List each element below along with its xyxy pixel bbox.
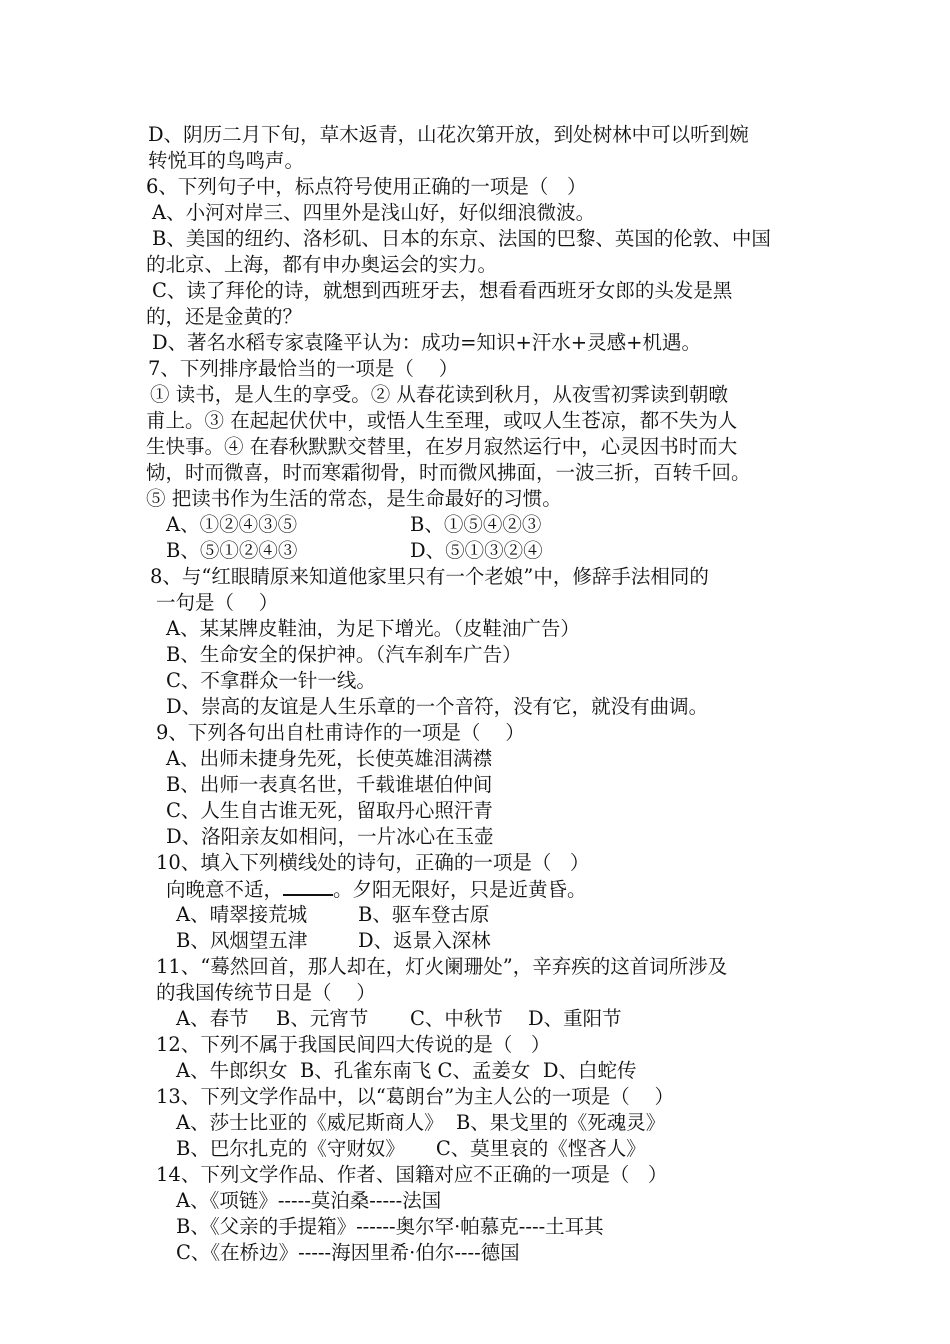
q7-passage-line1: ① 读书，是人生的享受。② 从春花读到秋月，从夜雪初霁读到朝暾 (150, 383, 728, 406)
q6-option-d: D、著名水稻专家袁隆平认为：成功=知识+汗水+灵感+机遇。 (152, 331, 701, 354)
q14-stem: 14、下列文学作品、作者、国籍对应不正确的一项是（ ） (156, 1163, 668, 1186)
q6-option-c-line1: C、读了拜伦的诗，就想到西班牙去，想看看西班牙女郎的头发是黑 (152, 279, 733, 302)
q7-passage-line5: ⑤ 把读书作为生活的常态，是生命最好的习惯。 (146, 487, 562, 510)
q10-poem-part2: 。夕阳无限好，只是近黄昏。 (333, 878, 587, 901)
q12-stem: 12、下列不属于我国民间四大传说的是（ ） (156, 1033, 551, 1056)
q6-option-b-line1: B、美国的纽约、洛杉矶、日本的东京、法国的巴黎、英国的伦敦、中国 (152, 227, 771, 250)
q10-option-c: B、风烟望五津 (176, 929, 308, 952)
q8-option-a: A、某某牌皮鞋油，为足下增光。（皮鞋油广告） (166, 617, 580, 640)
q9-stem: 9、下列各句出自杜甫诗作的一项是（ ） (156, 721, 525, 744)
q11-option-d: D、重阳节 (528, 1007, 622, 1030)
q10-poem-line (166, 876, 587, 903)
q10-option-a: A、晴翠接荒城 (176, 903, 308, 926)
q11-stem-line2: 的我国传统节日是（ ） (156, 981, 376, 1004)
q8-option-b: B、生命安全的保护神。（汽车刹车广告） (166, 643, 522, 666)
q5-option-d-line2: 转悦耳的鸟鸣声。 (148, 149, 305, 172)
q6-option-a: A、小河对岸三、四里外是浅山好，好似细浪微波。 (152, 201, 596, 224)
q9-option-d: D、洛阳亲友如相问，一片冰心在玉壶 (166, 825, 494, 848)
q14-option-b: B、《父亲的手提箱》------奥尔罕·帕慕克----土耳其 (176, 1215, 604, 1238)
q10-option-b: B、驱车登古原 (358, 903, 490, 926)
q13-options-row1: A、莎士比亚的《威尼斯商人》 B、果戈里的《死魂灵》 (176, 1111, 666, 1134)
q7-passage-line4: 恸，时而微喜，时而寒霜彻骨，时而微风拂面，一波三折，百转千回。 (146, 461, 751, 484)
q8-option-d: D、崇高的友谊是人生乐章的一个音符，没有它，就没有曲调。 (166, 695, 709, 718)
q8-stem-line1: 8、与“红眼睛原来知道他家里只有一个老娘”中，修辞手法相同的 (150, 565, 709, 588)
q8-option-c: C、不拿群众一针一线。 (166, 669, 376, 692)
q11-option-c: C、中秋节 (410, 1007, 503, 1030)
q14-option-a: A、《项链》-----莫泊桑-----法国 (176, 1189, 442, 1212)
q7-option-a: A、①②④③⑤ (166, 513, 298, 536)
q7-option-c: B、⑤①②④③ (166, 539, 298, 562)
q6-option-b-line2: 的北京、上海，都有申办奥运会的实力。 (146, 253, 498, 276)
q11-option-b: B、元宵节 (276, 1007, 369, 1030)
q5-option-d-line1: D、阴历二月下旬，草木返青，山花次第开放，到处树林中可以听到婉 (148, 123, 749, 146)
q7-passage-line2: 甫上。③ 在起起伏伏中，或悟人生至理，或叹人生苍凉，都不失为人 (146, 409, 738, 432)
q9-option-a: A、出师未捷身先死，长使英雄泪满襟 (166, 747, 493, 770)
q12-options: A、牛郎织女 B、孔雀东南飞 C、孟姜女 D、白蛇传 (176, 1059, 637, 1082)
q11-stem-line1: 11、“蓦然回首，那人却在，灯火阑珊处”，辛弃疾的这首词所涉及 (156, 955, 728, 978)
q6-stem: 6、下列句子中，标点符号使用正确的一项是（ ） (146, 175, 587, 198)
q9-option-b: B、出师一表真名世，千载谁堪伯仲间 (166, 773, 493, 796)
q13-options-row2: B、巴尔扎克的《守财奴》 C、莫里哀的《悭吝人》 (176, 1137, 646, 1160)
q13-stem: 13、下列文学作品中，以“葛朗台”为主人公的一项是（ ） (156, 1085, 675, 1108)
q7-stem: 7、下列排序最恰当的一项是（ ） (148, 357, 459, 380)
fill-blank (283, 876, 333, 896)
q10-stem: 10、填入下列横线处的诗句，正确的一项是（ ） (156, 851, 590, 874)
q8-stem-line2: 一句是（ ） (156, 591, 279, 614)
q11-option-a: A、春节 (176, 1007, 249, 1030)
q10-poem-part1: 向晚意不适， (166, 878, 284, 901)
q7-option-b: B、①⑤④②③ (410, 513, 542, 536)
q10-option-d: D、返景入深林 (358, 929, 491, 952)
q9-option-c: C、人生自古谁无死，留取丹心照汗青 (166, 799, 493, 822)
q7-option-d: D、⑤①③②④ (410, 539, 543, 562)
q6-option-c-line2: 的，还是金黄的？ (146, 305, 303, 328)
q7-passage-line3: 生快事。④ 在春秋默默交替里，在岁月寂然运行中，心灵因书时而大 (146, 435, 738, 458)
q14-option-c: C、《在桥边》-----海因里希·伯尔----德国 (176, 1241, 520, 1264)
